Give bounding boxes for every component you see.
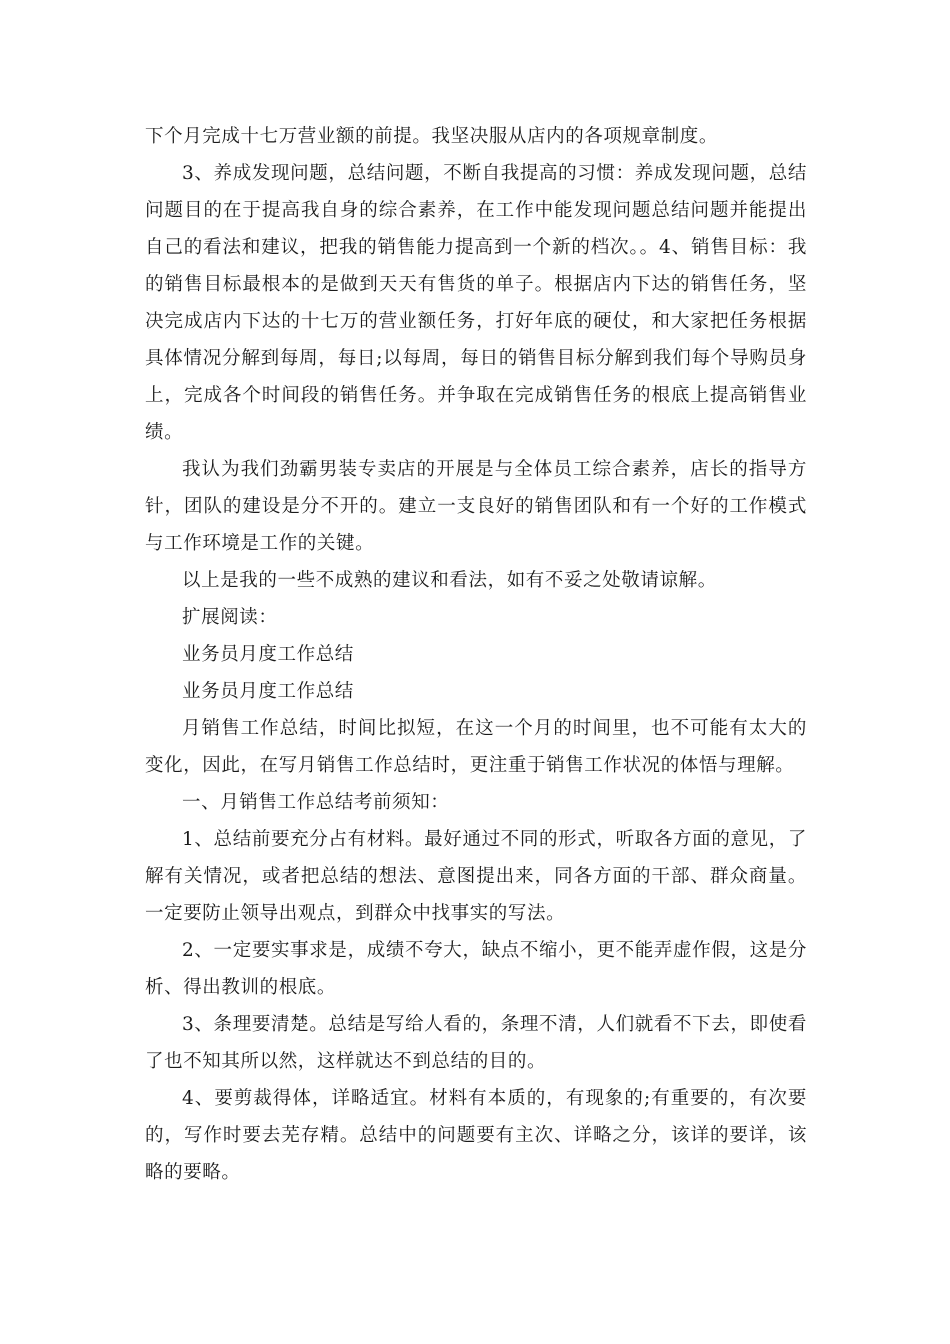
heading: 业务员月度工作总结 [182, 644, 354, 665]
subheading: 一、月销售工作总结考前须知： [182, 792, 450, 813]
paragraph: 以上是我的一些不成熟的建议和看法，如有不妥之处敬请谅解。 [182, 570, 717, 591]
paragraph: 我认为我们劲霸男装专卖店的开展是与全体员工综合素养，店长的指导方针，团队的建设是分不开的。建立一支良好的销售团队和有一个好的工作模式与工作环境是工作的关键。 [145, 459, 807, 554]
list-item: 1、总结前要充分占有材料。最好通过不同的形式，听取各方面的意见，了解有关情况，或者把总结的想法、意图提出来，同各方面的干部、群众商量。一定要防止领导出观点，到群众中找事实的写法。 [145, 829, 807, 924]
list-item: 4、要剪裁得体，详略适宜。材料有本质的，有现象的;有重要的，有次要的，写作时要去芜存精。总结中的问题要有主次、详略之分，该详的要详，该略的要略。 [145, 1088, 807, 1183]
paragraph: 下个月完成十七万营业额的前提。我坚决服从店内的各项规章制度。 [145, 126, 719, 147]
paragraph: 月销售工作总结，时间比拟短，在这一个月的时间里，也不可能有太大的变化，因此，在写月销售工作总结时，更注重于销售工作状况的体悟与理解。 [145, 718, 807, 776]
list-item: 2、一定要实事求是，成绩不夸大，缺点不缩小，更不能弄虚作假，这是分析、得出教训的根底。 [145, 940, 807, 998]
document-body [145, 118, 807, 1191]
section-label: 扩展阅读： [182, 607, 278, 628]
paragraph: 3、养成发现问题，总结问题，不断自我提高的习惯：养成发现问题，总结问题目的在于提高我自身的综合素养，在工作中能发现问题总结问题并能提出自己的看法和建议，把我的销售能力提高到一个新的档次。。4、销售目标：我的销售目标最根本的是做到天天有售货的单子。根据店内下达的销售任务，坚决完成店内下达的十七万的营业额任务，打好年底的硬仗，和大家把任务根据具体情况分解到每周，每日;以每周，每日的销售目标分解到我们每个导购员身上，完成各个时间段的销售任务。并争取在完成销售任务的根底上提高销售业绩。 [145, 163, 807, 443]
heading: 业务员月度工作总结 [182, 681, 354, 702]
list-item: 3、条理要清楚。总结是写给人看的，条理不清，人们就看不下去，即使看了也不知其所以然，这样就达不到总结的目的。 [145, 1014, 807, 1072]
